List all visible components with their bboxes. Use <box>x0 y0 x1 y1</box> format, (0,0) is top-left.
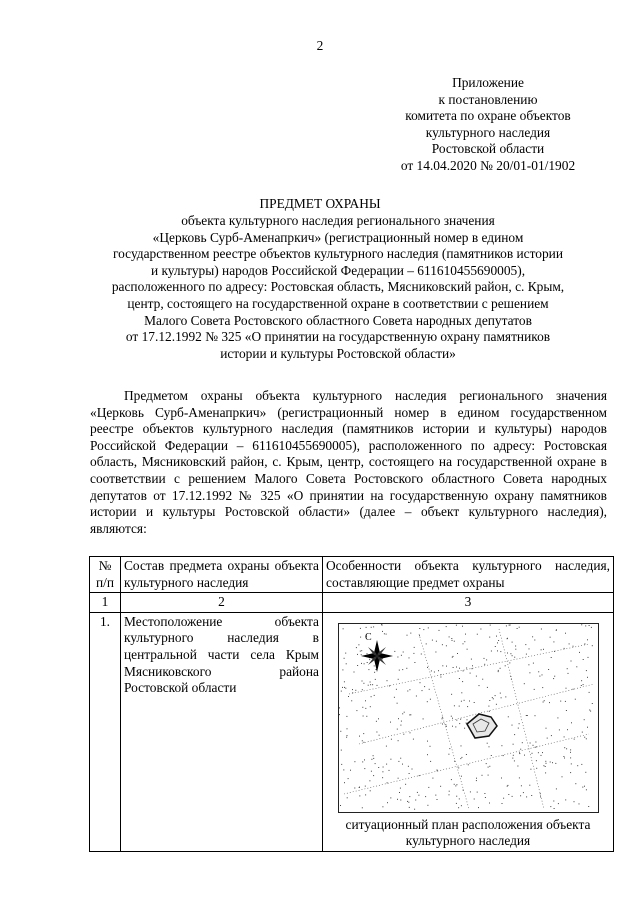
page-number: 2 <box>316 38 324 53</box>
subject-line: истории и культуры Ростовской области» <box>220 345 456 361</box>
appendix-line: к постановлению <box>438 91 538 107</box>
colnum-2: 2 <box>121 593 323 613</box>
row-num: 1. <box>90 612 121 851</box>
subject-line: расположенного по адресу: Ростовская область, Мясниковский район, с. Крым, <box>111 279 565 295</box>
church-outline <box>467 714 497 738</box>
header-features: Особенности объекта культурного наследия, составляющие предмет охраны <box>323 557 614 593</box>
appendix-line: Ростовской области <box>431 141 545 157</box>
subject-line: Малого Совета Ростовского областного Совета народных депутатов <box>144 312 532 328</box>
situation-map-graphic <box>339 624 598 812</box>
appendix-line: Приложение <box>452 75 524 90</box>
compass-rose-icon <box>361 640 393 672</box>
body-paragraph: Предметом охраны объекта культурного наследия регионального значения «Церковь Сурб-Аменапркич» (регистрационный номер в едином государственном реестре объектов культурного наследия (памятников истории и культуры) народов Российской Федерации – 611610455690005), расположенного по адресу: Ростовская область, Мясниковский район, с. Крым, центр, состоящего на государственной охране в соответствии с решением Малого Совета Ростовского областного Совета народных депутатов от 17.12.1992 № 325 «О принятии на государственную охрану памятников истории и культуры Ростовской области» (далее – объект культурного наследия), являются: <box>90 388 607 536</box>
appendix-line: культурного наследия <box>425 124 551 140</box>
subject-line: «Церковь Сурб-Аменапркич» (регистрационный номер в едином <box>152 229 524 245</box>
row-desc: Местоположение объекта культурного наследия в центральной части села Крым Мясниковского района Ростовской области <box>121 612 323 851</box>
situation-map <box>338 623 599 813</box>
map-caption: ситуационный план расположения объекта культурного наследия <box>345 816 591 849</box>
colnum-3: 3 <box>323 593 614 613</box>
table-header-row <box>90 557 614 593</box>
body-text <box>90 388 607 537</box>
subject-line: центр, состоящего на государственной охране в соответствии с решением <box>127 295 549 311</box>
subject-line: и культуры) народов Российской Федерации – 611610455690005), <box>150 262 526 278</box>
row-features <box>323 612 614 851</box>
appendix-line: комитета по охране объектов <box>405 108 571 124</box>
header-num: № п/п <box>90 557 121 593</box>
colnum-1: 1 <box>90 593 121 613</box>
subject-line: государственном реестре объектов культурного наследия (памятников истории <box>112 246 563 262</box>
table-row <box>90 612 614 851</box>
subject-block <box>88 213 588 362</box>
table-colnum-row <box>90 593 614 613</box>
subject-line: объекта культурного наследия регионального значения <box>181 213 495 228</box>
appendix-block <box>388 75 588 175</box>
document-title: ПРЕДМЕТ ОХРАНЫ <box>259 196 381 211</box>
protection-table <box>89 556 614 852</box>
appendix-line: от 14.04.2020 № 20/01-01/1902 <box>400 157 576 173</box>
compass-label: С <box>364 631 372 643</box>
subject-line: от 17.12.1992 № 325 «О принятии на государственную охрану памятников <box>125 329 551 345</box>
header-desc: Состав предмета охраны объекта культурного наследия <box>121 557 323 593</box>
